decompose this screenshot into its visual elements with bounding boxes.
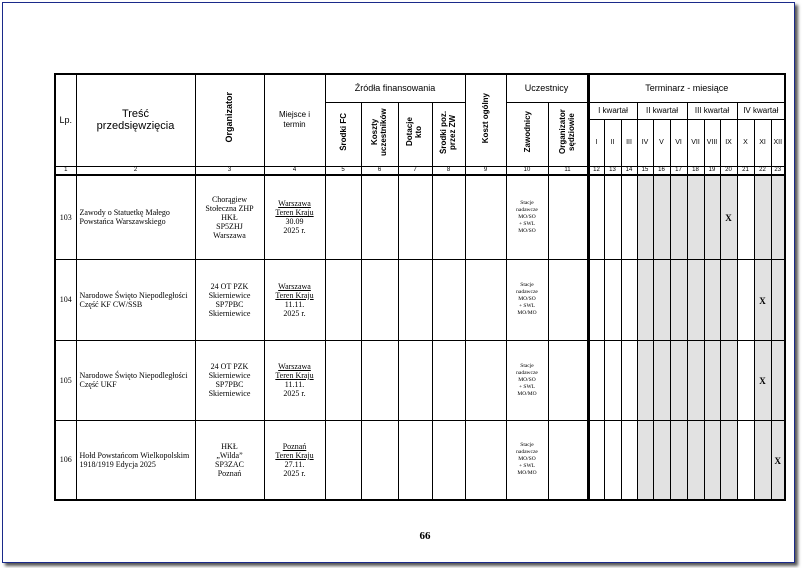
event-title: Narodowe Święto Niepodległości Część KF CW/SSB: [76, 259, 195, 340]
month-cell: [588, 340, 604, 420]
month-mark: X: [759, 295, 766, 306]
organizer-line: SP7PBC: [215, 380, 244, 389]
month-cell: [687, 420, 704, 500]
column-number: 7: [398, 166, 432, 175]
place-line: Warszawa: [278, 281, 311, 291]
schedule-rows: [55, 175, 785, 500]
header-month: XI: [754, 119, 771, 166]
column-number: 9: [465, 166, 506, 175]
participants-line: MO/SO: [518, 227, 536, 234]
month-cell: [670, 259, 687, 340]
participants-line: Stacje: [520, 442, 534, 449]
participants-line: + SWL: [518, 303, 536, 309]
place-date-cell: [264, 340, 325, 420]
document-page: [2, 2, 795, 563]
date-line: 11.11.: [284, 380, 305, 389]
header-organizator: Organizator: [195, 74, 264, 166]
organizer-cell: [195, 340, 264, 420]
header-koszt: Koszt ogólny: [465, 74, 506, 166]
date-line: 2025 r.: [283, 308, 306, 318]
participants-line: MO/SO: [518, 296, 536, 302]
month-cell: [687, 340, 704, 420]
month-cell: [637, 420, 653, 500]
organizer-line: SP5ZHJ: [216, 221, 243, 231]
organizer-cell: [195, 175, 264, 259]
place-date-cell: [264, 259, 325, 340]
total-cost: [465, 340, 506, 420]
column-number: 5: [325, 166, 361, 175]
month-mark: X: [774, 455, 781, 466]
month-cell: [737, 175, 754, 259]
month-cell: [621, 340, 637, 420]
date-line: 2025 r.: [283, 389, 306, 398]
header-quarter-2: II kwartał: [637, 102, 687, 119]
place-line: Teren Kraju: [275, 290, 314, 300]
place-line: Warszawa: [278, 362, 311, 371]
place-line: Teren Kraju: [275, 208, 314, 218]
month-cell: [604, 420, 621, 500]
column-number: 2: [76, 166, 195, 175]
event-title: Narodowe Święto Niepodległości Część UKF: [76, 340, 195, 420]
column-number: 22: [754, 166, 771, 175]
participants-line: + SWL: [518, 383, 536, 390]
column-number: 21: [737, 166, 754, 175]
header-terminarz: Terminarz - miesiące: [588, 74, 785, 102]
month-cell: [720, 175, 737, 259]
organizer-line: Poznań: [217, 468, 242, 478]
month-cell: [621, 259, 637, 340]
organizer-line: Skierniewice: [208, 290, 251, 300]
date-line: 2025 r.: [283, 226, 306, 236]
row-number: 104: [55, 259, 76, 340]
organizer-cell: [195, 259, 264, 340]
header-zr-zw: Środki poz. przez ZW: [432, 102, 465, 166]
total-cost: [465, 420, 506, 500]
month-cell: [771, 259, 785, 340]
referees-cell: [548, 340, 588, 420]
month-cell: [670, 420, 687, 500]
organizer-line: Chorągiew: [211, 194, 248, 204]
funding-grants: [398, 259, 432, 340]
place-line: Warszawa: [278, 199, 311, 209]
organizer-line: Stołeczna ZHP: [205, 203, 254, 213]
header-zr-dotacje: Dotacje kto: [398, 102, 432, 166]
funding-zw: [432, 259, 465, 340]
column-number: 1: [55, 166, 76, 175]
column-number: 13: [604, 166, 621, 175]
funding-grants: [398, 420, 432, 500]
participants-line: Stacje: [520, 199, 534, 206]
month-cell: [670, 175, 687, 259]
participants-line: Stacje: [520, 362, 534, 369]
header-month: IX: [720, 119, 737, 166]
month-cell: [621, 175, 637, 259]
column-number: 19: [704, 166, 720, 175]
place-date-cell: [264, 175, 325, 259]
month-cell: [704, 259, 720, 340]
funding-participants: [361, 420, 398, 500]
month-cell: [637, 175, 653, 259]
funding-participants: [361, 259, 398, 340]
header-month: IV: [637, 119, 653, 166]
participants-cell: [506, 259, 548, 340]
organizer-line: HKŁ: [221, 212, 238, 222]
table-row: [55, 175, 785, 259]
column-number: 12: [588, 166, 604, 175]
header-zr-fc: Środki FC: [325, 102, 361, 166]
funding-zw: [432, 340, 465, 420]
organizer-line: 24 OT PZK: [210, 281, 249, 291]
funding-grants: [398, 340, 432, 420]
header-month: X: [737, 119, 754, 166]
funding-participants: [361, 175, 398, 259]
month-cell: [771, 420, 785, 500]
organizer-line: SP7PBC: [215, 299, 244, 309]
organizer-line: „Wilda”: [216, 450, 243, 460]
date-line: 30.09: [285, 217, 304, 227]
date-line: 2025 r.: [283, 468, 306, 478]
referees-cell: [548, 259, 588, 340]
organizer-line: 24 OT PZK: [210, 362, 249, 371]
participants-line: + SWL: [518, 220, 536, 227]
column-number: 18: [687, 166, 704, 175]
total-cost: [465, 175, 506, 259]
month-cell: [604, 340, 621, 420]
place-line: Poznań: [282, 441, 307, 451]
header-zawodnicy: Zawodnicy: [506, 102, 548, 166]
participants-line: nadawcze: [516, 449, 538, 456]
month-cell: [653, 340, 670, 420]
participants-cell: [506, 175, 548, 259]
column-number: 17: [670, 166, 687, 175]
month-cell: [704, 175, 720, 259]
organizer-cell: [195, 420, 264, 500]
month-cell: [771, 340, 785, 420]
funding-grants: [398, 175, 432, 259]
month-cell: [720, 420, 737, 500]
funding-zw: [432, 175, 465, 259]
referees-cell: [548, 175, 588, 259]
header-miejsce: Miejsce i termin: [264, 74, 325, 166]
month-cell: [637, 340, 653, 420]
event-title: Zawody o Statuetkę Małego Powstańca Warszawskiego: [76, 175, 195, 259]
header-zr-koszty: Koszty uczestników: [361, 102, 398, 166]
header-tresc: Treść przedsięwzięcia: [76, 74, 195, 166]
participants-line: + SWL: [518, 463, 536, 470]
month-cell: [637, 259, 653, 340]
month-cell: [687, 175, 704, 259]
header-month: V: [653, 119, 670, 166]
row-number: 105: [55, 340, 76, 420]
participants-line: nadawcze: [516, 206, 538, 213]
month-cell: [737, 420, 754, 500]
month-cell: [704, 420, 720, 500]
month-cell: [754, 259, 771, 340]
column-number: 23: [771, 166, 785, 175]
participants-cell: [506, 420, 548, 500]
month-cell: [604, 175, 621, 259]
month-mark: X: [759, 376, 766, 386]
month-cell: [588, 420, 604, 500]
column-number: 6: [361, 166, 398, 175]
column-number: 15: [637, 166, 653, 175]
month-cell: [704, 340, 720, 420]
month-cell: [687, 259, 704, 340]
header-sedziowie: Organizator sędziowie: [548, 102, 588, 166]
header-month: VII: [687, 119, 704, 166]
schedule-table: [54, 73, 786, 501]
organizer-line: HKŁ: [221, 441, 238, 451]
month-cell: [737, 340, 754, 420]
month-mark: X: [725, 213, 732, 224]
month-cell: [653, 175, 670, 259]
organizer-line: Skierniewice: [208, 308, 251, 318]
month-cell: [621, 420, 637, 500]
place-line: Teren Kraju: [275, 450, 314, 460]
month-cell: [604, 259, 621, 340]
header-uczestnicy: Uczestnicy: [506, 74, 588, 102]
month-cell: [771, 175, 785, 259]
header-quarter-4: IV kwartał: [737, 102, 785, 119]
participants-line: nadawcze: [516, 369, 538, 376]
month-cell: [720, 259, 737, 340]
month-cell: [720, 340, 737, 420]
column-number: 8: [432, 166, 465, 175]
funding-fc: [325, 175, 361, 259]
participants-line: nadawcze: [516, 289, 538, 295]
total-cost: [465, 259, 506, 340]
organizer-line: SP3ZAC: [215, 459, 244, 469]
event-title: Hołd Powstańcom Wielkopolskim 1918/1919 Edycja 2025: [76, 420, 195, 500]
column-number: 16: [653, 166, 670, 175]
month-cell: [754, 175, 771, 259]
funding-participants: [361, 340, 398, 420]
place-date-cell: [264, 420, 325, 500]
header-month: III: [621, 119, 637, 166]
column-number: 4: [264, 166, 325, 175]
participants-line: MO/MO: [517, 390, 537, 397]
month-cell: [588, 175, 604, 259]
page-number: 66: [419, 530, 431, 542]
header-month: VI: [670, 119, 687, 166]
date-line: 27.11.: [284, 459, 305, 469]
column-number-row: [55, 166, 785, 175]
participants-line: MO/MO: [517, 310, 537, 316]
table-row: [55, 340, 785, 420]
header-quarter-1: I kwartał: [588, 102, 637, 119]
header-month: II: [604, 119, 621, 166]
organizer-line: Skierniewice: [208, 389, 251, 398]
date-line: 11.11.: [284, 299, 305, 309]
funding-fc: [325, 340, 361, 420]
organizer-line: Warszawa: [213, 230, 246, 240]
header-zrodla: Źródła finansowania: [325, 74, 465, 102]
header-month: VIII: [704, 119, 720, 166]
month-cell: [653, 259, 670, 340]
funding-fc: [325, 259, 361, 340]
funding-zw: [432, 420, 465, 500]
column-number: 11: [548, 166, 588, 175]
month-cell: [653, 420, 670, 500]
row-number: 106: [55, 420, 76, 500]
participants-line: MO/SO: [518, 213, 536, 220]
column-number: 10: [506, 166, 548, 175]
header-month: I: [588, 119, 604, 166]
month-cell: [737, 259, 754, 340]
header-quarter-3: III kwartał: [687, 102, 737, 119]
participants-line: MO/MO: [517, 470, 537, 477]
referees-cell: [548, 420, 588, 500]
funding-fc: [325, 420, 361, 500]
place-line: Teren Kraju: [275, 371, 314, 380]
header-lp: Lp.: [55, 74, 76, 166]
organizer-line: Skierniewice: [208, 371, 251, 380]
row-number: 103: [55, 175, 76, 259]
month-cell: [754, 420, 771, 500]
column-number: 14: [621, 166, 637, 175]
header-month: XII: [771, 119, 785, 166]
column-number: 20: [720, 166, 737, 175]
column-number: 3: [195, 166, 264, 175]
month-cell: [754, 340, 771, 420]
participants-cell: [506, 340, 548, 420]
month-cell: [588, 259, 604, 340]
participants-line: MO/SO: [518, 376, 536, 383]
table-row: [55, 420, 785, 500]
month-cell: [670, 340, 687, 420]
table-row: [55, 259, 785, 340]
participants-line: Stacje: [520, 282, 534, 288]
participants-line: MO/SO: [518, 456, 536, 463]
